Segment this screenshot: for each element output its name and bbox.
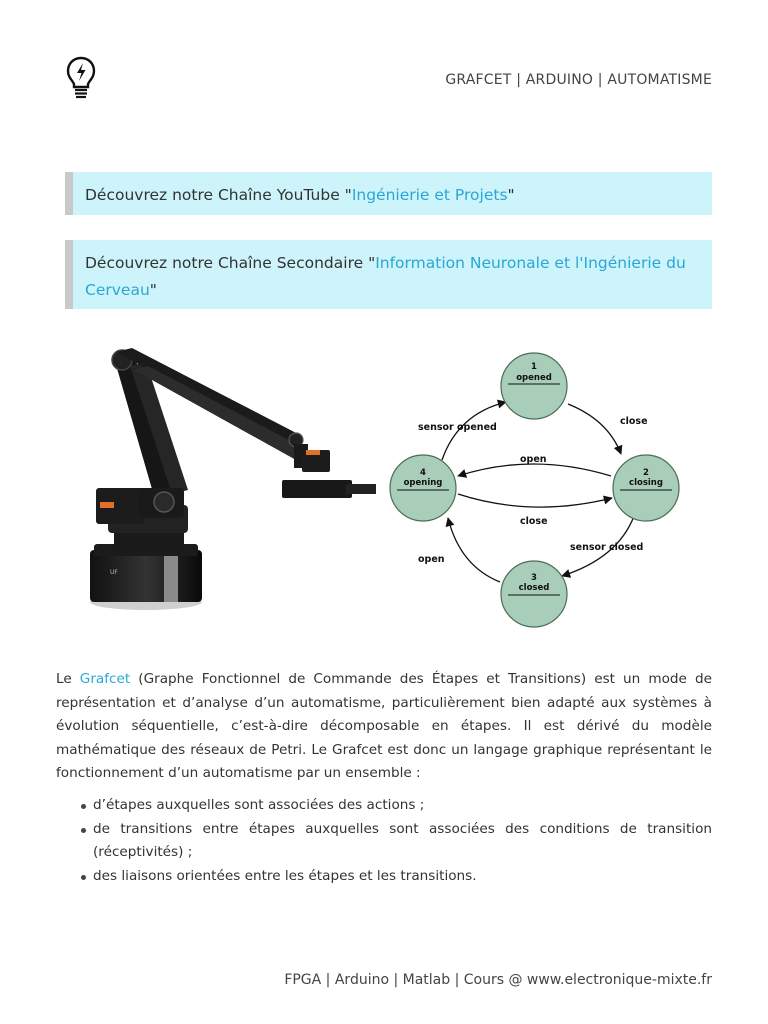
callout-text: Découvrez notre Chaîne Secondaire " bbox=[85, 254, 376, 272]
robot-brand-text: UF bbox=[110, 569, 118, 576]
state-number: 3 bbox=[531, 573, 537, 583]
robot-arm-image bbox=[90, 348, 376, 610]
callout-text: Découvrez notre Chaîne YouTube " bbox=[85, 186, 352, 204]
transition-arc-1-2 bbox=[568, 404, 621, 454]
grafcet-link[interactable]: Grafcet bbox=[79, 671, 131, 687]
callout-text-end: " bbox=[507, 186, 515, 204]
youtube-channel-link[interactable]: Ingénierie et Projets bbox=[351, 186, 508, 204]
state-label: closed bbox=[518, 583, 550, 593]
youtube-channel-callout bbox=[65, 172, 712, 215]
state-4-node bbox=[390, 455, 456, 521]
transition-arc-3-4 bbox=[448, 518, 500, 582]
intro-paragraph bbox=[56, 668, 712, 786]
transition-arc-4-2 bbox=[458, 494, 612, 507]
secondary-channel-callout bbox=[65, 240, 712, 309]
state-number: 4 bbox=[420, 468, 426, 478]
lightbulb-bolt-icon bbox=[66, 56, 96, 100]
state-number: 1 bbox=[531, 362, 537, 372]
grafcet-diagram bbox=[390, 353, 679, 627]
transition-label-sensor-closed: sensor closed bbox=[570, 542, 644, 553]
transition-label-open: open bbox=[418, 554, 445, 565]
transition-label-sensor-opened: sensor opened bbox=[418, 422, 497, 433]
callout-text-end: " bbox=[149, 281, 157, 299]
intro-text-start: Le bbox=[56, 671, 80, 687]
state-label: opening bbox=[403, 478, 443, 488]
state-label: opened bbox=[516, 373, 552, 383]
state-label: closing bbox=[629, 478, 663, 488]
state-number: 2 bbox=[643, 468, 649, 478]
secondary-channel-link[interactable]: Information Neuronale et l'Ingénierie du Cerveau bbox=[85, 254, 686, 299]
state-3-node bbox=[501, 561, 567, 627]
footer-text: FPGA | Arduino | Matlab | Cours @ www.electronique-mixte.fr bbox=[284, 972, 712, 988]
grafcet-components-list bbox=[56, 794, 712, 888]
transition-label-close-middle: close bbox=[520, 516, 548, 527]
list-item: d’étapes auxquelles sont associées des actions ; bbox=[56, 794, 712, 818]
intro-text-body: (Graphe Fonctionnel de Commande des Étapes et Transitions) est un mode de représentation et d’analyse d’un automatisme, particulièrement bien adapté aux systèmes à évolution séquentielle, c’est-à-dire décomposable en étapes. Il est dérivé du modèle mathématique des réseaux de Petri. Le Grafcet est donc un langage graphique représentant le fonctionnement d’un automatisme par un ensemble : bbox=[56, 671, 712, 782]
state-2-node bbox=[613, 455, 679, 521]
transition-label-open-middle: open bbox=[520, 454, 547, 465]
transition-label-close: close bbox=[620, 416, 648, 427]
grafcet-figure bbox=[56, 340, 712, 640]
state-1-node bbox=[501, 353, 567, 419]
list-item: des liaisons orientées entre les étapes et les transitions. bbox=[56, 865, 712, 889]
transition-arc-2-4 bbox=[458, 464, 611, 476]
header-title: GRAFCET | ARDUINO | AUTOMATISME bbox=[445, 72, 712, 88]
list-item: de transitions entre étapes auxquelles sont associées des conditions de transition (réceptivités) ; bbox=[56, 818, 712, 865]
